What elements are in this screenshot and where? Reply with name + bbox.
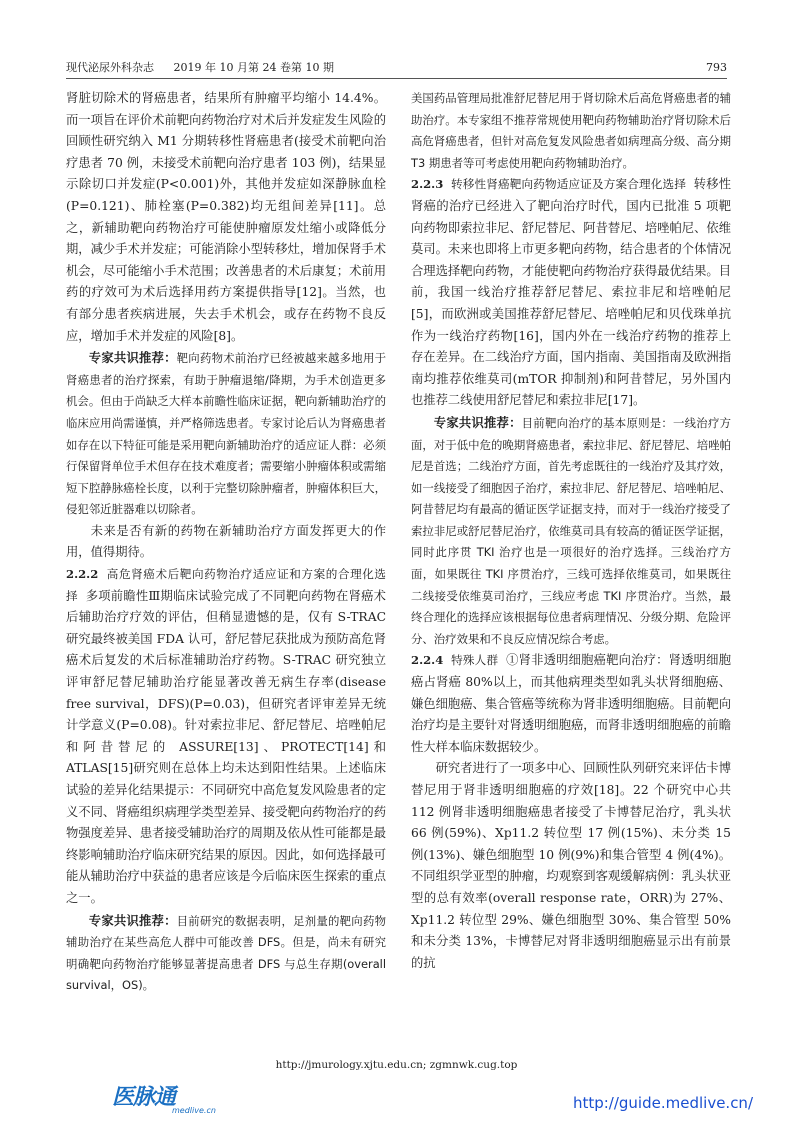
paragraph: 多项前瞻性Ⅲ期临床试验完成了不同靶向药物在肾癌术后辅助治疗疗效的评估，但稍显遗憾的是，仅有 S-TRAC 研究最终被美国 FDA 认可，舒尼替尼获批成为预防高危肾癌术后复发的术后标准辅助治疗药物。S-TRAC 研究独立评审舒尼替尼辅助治疗能显著改善无病生存率(disease free survival，DFS)(P=0.03)，但研究者评审差异无统计学意义(P=0.08)。针对索拉非尼、舒尼替尼、培唑帕尼和阿昔替尼的 ASSURE[13]、PROTECT[14]和 ATLAS[15]研究则在总体上均未达到阳性结果。上述临床试验的差异化结果提示：不同研究中高危复发风险患者的定义不同、肾癌组织病理学类型差异、接受靶向药物治疗的药物强度差异、患者接受辅助治疗的周期及依从性可能都是最终影响辅助治疗临床研究结果的原因。因此，如何选择最可能从辅助治疗中获益的患者应该是今后临床医生探索的重点之一。 — [66, 588, 386, 905]
paragraph: 转移性肾癌的治疗已经进入了靶向治疗时代，国内已批准 5 项靶向药物即索拉非尼、舒尼替尼、阿昔替尼、培唑帕尼、依维莫司。未来也即将上市更多靶向药物，结合患者的个体情况合理选择靶向药物，才能使靶向药物治疗获得最优结果。目前，我国一线治疗推荐舒尼替尼、索拉非尼和培唑帕尼[5]，而欧洲或美国推荐舒尼替尼、培唑帕尼和贝伐珠单抗作为一线治疗药物[16]，国内外在一线治疗药物的推荐上存在差异。在二线治疗方面，国内指南、美国指南及欧洲指南均推荐依维莫司(mTOR 抑制剂)和阿昔替尼，另外国内也推荐二线使用舒尼替尼和索拉非尼[17]。 — [411, 177, 731, 408]
section-title: 高危肾癌术后靶向药物治疗适应证和方案的合理化选择 — [66, 567, 386, 603]
section-heading — [411, 174, 731, 412]
expert-continuation: 美国药品管理局批准舒尼替尼用于肾切除术后高危肾癌患者的辅助治疗。本专家组不推荐常规使用靶向药物辅助治疗肾切除术后高危肾癌患者，但针对高危复发风险患者如病理高分级、高分期 T3 期患者等可考虑使用靶向药物辅助治疗。 — [411, 91, 731, 170]
section-title: 特殊人群 — [451, 653, 499, 668]
section-heading — [66, 564, 386, 910]
expert-consensus — [66, 347, 386, 521]
footer-urls: http://jmurology.xjtu.edu.cn; zgmnwk.cug.top — [275, 1059, 518, 1071]
expert-text: 靶向药物术前治疗已经被越来越多地用于肾癌患者的治疗探索，有助于肿瘤退缩/降期，为手术创造更多机会。但由于尚缺乏大样本前瞻性临床证据，靶向新辅助治疗的临床应用尚需谨慎，并严格筛选患者。专家讨论后认为肾癌患者如存在以下特征可能是采用靶向新辅助治疗的适应证人群：必须行保留肾单位手术但存在技术难度者；需要缩小肿瘤体积或需缩短下腔静脉癌栓长度，以利于完整切除肿瘤者，肿瘤体积巨大，侵犯邻近脏器难以切除者。 — [66, 351, 386, 517]
paragraph: ①肾非透明细胞癌靶向治疗：肾透明细胞癌占肾癌 80%以上，而其他病理类型如乳头状肾细胞癌、嫌色细胞癌、集合管癌等统称为肾非透明细胞癌。目前靶向治疗均是主要针对肾透明细胞癌，而肾非透明细胞癌的前瞻性大样本临床数据较少。 — [411, 653, 731, 754]
expert-label: 专家共识推荐： — [433, 414, 522, 430]
expert-label: 专家共识推荐： — [88, 350, 177, 366]
right-column — [411, 88, 731, 974]
expert-text: 目前研究的数据表明，足剂量的靶向药物辅助治疗在某些高危人群中可能改善 DFS。但是，尚未有研究明确靶向药物治疗能够显著提高患者 DFS 与总生存期(overall survival，OS)。 — [66, 913, 386, 993]
section-heading — [411, 650, 731, 758]
guide-link[interactable]: http://guide.medlive.cn/ — [572, 1094, 753, 1112]
medlive-logo — [112, 1080, 232, 1116]
section-number: 2.2.3 — [411, 177, 444, 192]
expert-text: 目前靶向治疗的基本原则是：一线治疗方面，对于低中危的晚期肾癌患者，索拉非尼、舒尼替尼、培唑帕尼是首选；二线治疗方面，首先考虑既往的一线治疗及其疗效，如一线接受了细胞因子治疗，索拉非尼、舒尼替尼、培唑帕尼、阿昔替尼均有最高的循证医学证据支持，而对于一线治疗接受了索拉非尼或舒尼替尼治疗，依维莫司具有较高的循证医学证据，同时此序贯 TKI 治疗也是一项很好的治疗选择。三线治疗方面，如果既往 TKI 序贯治疗，三线可选择依维莫司，如果既往二线接受依维莫司治疗，三线应考虑 TKI 序贯治疗。当然，最终合理化的选择应该根据每位患者病理情况、分级分期、危险评分、治疗效果和不良反应情况综合考虑。 — [411, 415, 731, 646]
section-title: 转移性肾癌靶向药物适应证及方案合理化选择 — [450, 177, 687, 192]
running-header — [66, 58, 727, 79]
section-number: 2.2.4 — [411, 653, 444, 668]
logo-text: 医脉通 — [112, 1085, 176, 1110]
paragraph: 研究者进行了一项多中心、回顾性队列研究来评估卡博替尼用于肾非透明细胞癌的疗效[18]。22 个研究中心共 112 例肾非透明细胞癌患者接受了卡博替尼治疗，乳头状 66 例(59%)、Xp11.2 转位型 17 例(15%)、未分类 15 例(13%)、嫌色细胞型 10 例(9%)和集合管型 4 例(4%)。不同组织学亚型的肿瘤，均观察到客观缓解病例：乳头状亚型的总有效率(overall response rate，ORR)为 27%、Xp11.2 转位型 29%、嫌色细胞型 30%、集合管型 50%和未分类 13%，卡博替尼对肾非透明细胞癌显示出有前景的抗 — [411, 761, 731, 970]
page-number: 793 — [706, 61, 727, 74]
paragraph: 肾脏切除术的肾癌患者，结果所有肿瘤平均缩小 14.4%。而一项旨在评价术前靶向药物治疗对术后并发症发生风险的回顾性研究纳入 M1 分期转移性肾癌患者(接受术前靶向治疗患者 70 例，未接受术前靶向治疗患者 103 例)，结果显示除切口并发症(P<0.001)外，其他并发症如深静脉血栓(P=0.121)、肺栓塞(P=0.382)均无组间差异[11]。总之，新辅助靶向药物治疗可能使肿瘤原发灶缩小或降低分期，减少手术并发症；可能消除小型转移灶，增加保肾手术机会，尽可能缩小手术范围；改善患者的术后康复；术前用药的疗效可为术后选择用药方案提供指导[12]。当然，也有部分患者疾病进展，失去手术机会，或存在药物不良反应，增加手术并发症的风险[8]。 — [66, 91, 386, 343]
header-left — [66, 58, 350, 78]
logo-subtext: medlive.cn — [172, 1106, 216, 1115]
paragraph: 未来是否有新的药物在新辅助治疗方面发挥更大的作用，值得期待。 — [66, 523, 386, 560]
section-number: 2.2.2 — [66, 567, 99, 582]
expert-consensus — [411, 412, 731, 651]
journal-name: 现代泌尿外科杂志 — [66, 61, 154, 74]
issue-info: 2019 年 10 月第 24 卷第 10 期 — [173, 61, 334, 74]
expert-consensus — [66, 910, 386, 997]
expert-label: 专家共识推荐： — [88, 912, 177, 928]
left-column — [66, 88, 386, 997]
